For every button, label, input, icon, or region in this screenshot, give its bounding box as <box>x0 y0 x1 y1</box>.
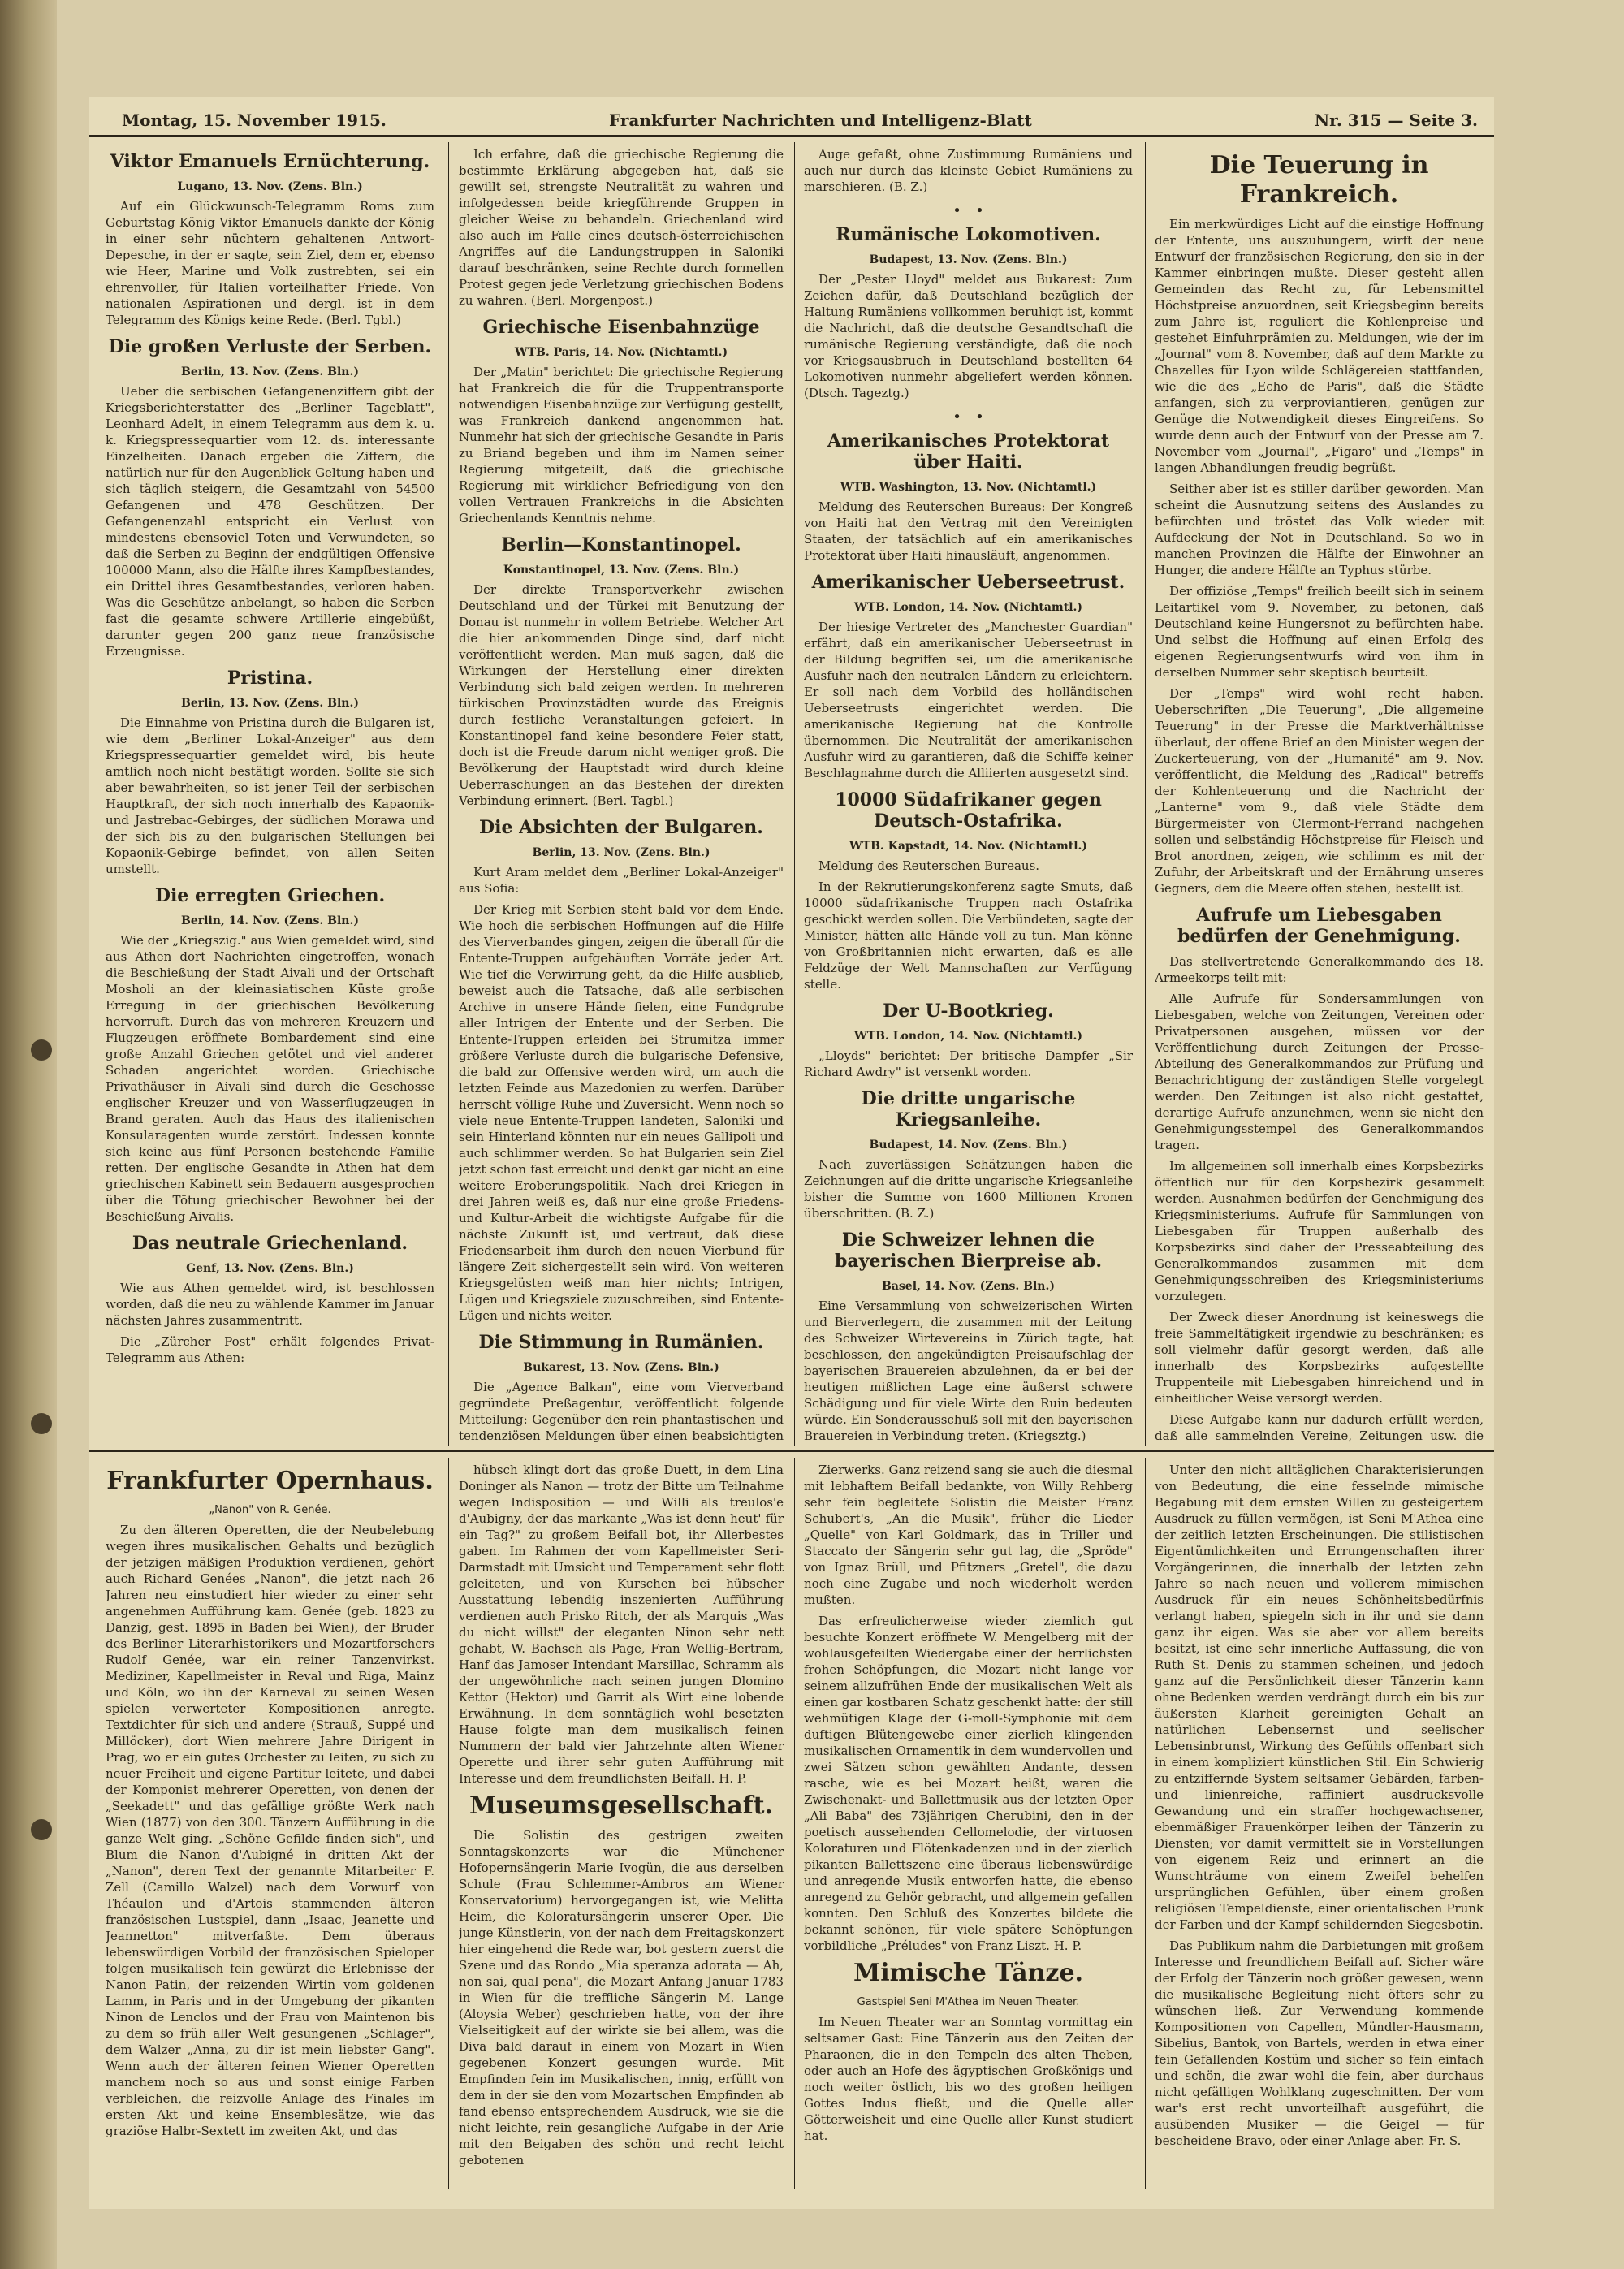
article <box>459 146 784 309</box>
article <box>1155 151 1484 897</box>
article-headline: Aufrufe um Liebesgaben bedürfen der Genehmigung. <box>1177 905 1461 947</box>
page-number: Nr. 315 — Seite 3. <box>1314 110 1478 130</box>
binding-hole <box>31 1819 52 1840</box>
column-1 <box>106 146 434 1446</box>
article-headline: Rumänische Lokomotiven. <box>836 224 1101 245</box>
newspaper-title: Frankfurter Nachrichten und Intelligenz-Blatt <box>609 110 1032 130</box>
article-dateline: WTB. Washington, 13. Nov. (Nichtamtl.) <box>840 481 1097 494</box>
article-paragraph: Unter den nicht alltäglichen Charakterisierungen von Bedeutung, die eine fesselnde mimische Begabung mit dem ernsten Willen zu gesteigertem Ausdruck zu füllen vermögen, ist Seni M'Athea eine der zeitlich letzten Erscheinungen. Die stilistischen Eigentümlichkeiten und Errungenschaften ihrer Vorgängerinnen, die innerhalb der letzten zehn Jahre so nach neuen und vollerem mimischen Ausdruck für ein neues Schönheitsbedürfnis verlangt haben, spiegeln sich in ihr und sie dann ganz ihr eigen. Was sie aber vor allem bereits besitzt, ist eine sehr innerliche Auffassung, die von Ruth St. Denis zu stammen scheinen, und jedoch ganz auf die Persönlichkeit dieser Tänzerin kann ohne Bedenken werden verdrängt durch ein bis zur äußersten Klarheit gereinigten Gehalt an natürlichen Lebensernst und seelischer Lebensinbrunst, Wirkung des Gefühls offenbart sich in einem kompliziert künstlichen Stil. Ein Schwierig zu entziffernde System seltsamer Gebärden, farben- und linienreiche, raffiniert ausdrucksvolle Gewandung und ein straffer hochgewachsener, ebenmäßiger Frauenkörper leihen der Tänzerin zu Diensten; vor damit vermittelt sie in Vorstellungen von eigenem Reiz und erinnert an die Wunschträume von einem Zweifel behelfen ursprünglichen Gefühlen, über einem großen religiösen Tempeldienste, einer orientalischen Prunk der Farben und der Kampf schildernden Siegesbotin. <box>1155 1463 1484 1932</box>
article <box>459 1332 784 1446</box>
article <box>804 789 1133 992</box>
article-paragraph: Die „Agence Balkan", eine vom Vierverband gegründete Preßagentur, veröffentlicht folgende Mitteilung: Gegenüber den rein phantastischen und tendenziösen Meldungen über einen beabsichtigten <box>459 1380 784 1443</box>
article <box>804 572 1133 781</box>
article-headline: Das neutrale Griechenland. <box>132 1233 408 1254</box>
article-headline: Die erregten Griechen. <box>154 885 386 906</box>
article-paragraph: In der Rekrutierungskonferenz sagte Smuts, daß 10000 südafrikanische Truppen nach Ostafrika geschickt werden sollen. Die Verbündeten, sagte der Minister, hätten alle Hände voll zu tun. Man könne von Großbritannien nicht erwarten, daß es alle Feldzüge der Welt Mannschaften zur Verfügung stelle. <box>804 880 1133 992</box>
article-paragraph: Die Einnahme von Pristina durch die Bulgaren ist, wie dem „Berliner Lokal-Anzeiger" aus dem Kriegspressequartier gemeldet wird, bis heute amtlich noch nicht bestätigt worden. Sollte sie sich aber bewahrheiten, so ist jener Teil der serbischen Hauptkraft, der sich noch innerhalb des Kapaonik- und Jastrebac-Gebirges, der südlichen Morawa und der sich bis zu den bulgarischen Stellungen bei Kopaonik-Gebirge befindet, von allen Seiten umstellt. <box>106 715 434 876</box>
article-paragraph: Die „Zürcher Post" erhält folgendes Privat-Telegramm aus Athen: <box>106 1334 434 1365</box>
column-rule <box>794 142 795 1446</box>
column-rule <box>448 1458 449 2189</box>
article-paragraph: Wie der „Kriegszig." aus Wien gemeldet wird, sind aus Athen dort Nachrichten eingetroffen, wonach die Beschießung der Stadt Aivali und der Ortschaft Mosholi an der kleinasiatischen Küste große Erregung in der griechischen Bevölkerung hervorruft. Durch das von mehreren Kreuzern und Flugzeugen eröffnete Bombardement sind eine große Anzahl Griechen getötet und viel anderer Schaden angerichtet worden. Griechische Privathäuser in Aivali sind durch die Geschosse englischer Kreuzer und von Wasserflugzeugen in Brand geraten. Auch das Haus des italienischen Konsularagenten wurde zerstört. Indessen konnte sich keine aus fünf Personen bestehende Familie retten. Der englische Gesandte in Athen hat dem griechischen Kabinett sein Bedauern ausgesprochen über die Tötung griechischer Bewohner bei der Beschießung Aivalis. <box>106 933 434 1224</box>
article <box>106 336 434 659</box>
article-paragraph: Auge gefaßt, ohne Zustimmung Rumäniens und auch nur durch das kleinste Gebiet Rumäniens zu marschieren. (B. Z.) <box>804 147 1133 194</box>
article-dateline: Basel, 14. Nov. (Zens. Bln.) <box>882 1280 1055 1293</box>
article-headline: Pristina. <box>227 668 313 689</box>
article-headline: Amerikanischer Ueberseetrust. <box>811 572 1125 593</box>
article <box>459 534 784 809</box>
article-headline: Die Schweizer lehnen die bayerischen Bierpreise ab. <box>834 1230 1102 1272</box>
article-headline: Berlin—Konstantinopel. <box>501 534 741 555</box>
article-headline: Museumsgesellschaft. <box>469 1791 773 1820</box>
article-paragraph: Der Zweck dieser Anordnung ist keineswegs die freie Sammeltätigkeit irgendwie zu beschränken; es soll vielmehr dafür gesorgt werden, daß alle innerhalb des Korpsbezirks aufgestellte Truppenteile mit Liebesgaben hinreichend und in einheitlicher Weise versorgt werden. <box>1155 1310 1484 1406</box>
article-paragraph: Wie aus Athen gemeldet wird, ist beschlossen worden, daß die neu zu wählende Kammer im Januar nächsten Jahres zusammentritt. <box>106 1281 434 1328</box>
article-paragraph: Alle Aufrufe für Sondersammlungen von Liebesgaben, welche von Zeitungen, Vereinen oder Privatpersonen ausgehen, müssen vor der Veröffentlichung durch Zeitungen der Presse-Abteilung des Generalkommandos zur Prüfung und Benachrichtigung der zuständigen Stelle vorgelegt werden. Den Zeitungen ist also nicht gestattet, derartige Aufrufe anzunehmen, wenn sie nicht den Genehmigungsstempel des Generalkommandos tragen. <box>1155 992 1484 1152</box>
article-dateline: Lugano, 13. Nov. (Zens. Bln.) <box>177 180 363 193</box>
article-headline: Die Absichten der Bulgaren. <box>479 817 763 838</box>
article-headline: Frankfurter Opernhaus. <box>106 1467 434 1495</box>
article <box>804 1230 1133 1444</box>
article-paragraph: Ich erfahre, daß die griechische Regierung die bestimmte Erklärung abgegeben hat, daß sie gewillt sei, strengste Neutralität zu wahren und infolgedessen beide kriegführende Gruppen in gleicher Weise zu behandeln. Griechenland wird also auch im Falle eines deutsch-österreichischen Angriffes auf die Landungstruppen in Saloniki darauf beschränken, seine Rechte durch formellen Protest gegen jede Verletzung griechischen Bodens zu wahren. (Berl. Morgenpost.) <box>459 147 784 308</box>
article-paragraph: Im allgemeinen soll innerhalb eines Korpsbezirks öffentlich nur für den Korpsbezirk gesammelt werden. Ausnahmen bedürfen der Genehmigung des Kriegsministeriums. Aufrufe für Sammlungen von Liebesgaben für Truppen außerhalb des Korpsbezirks sind daher der Presseabteilung des Generalkommandos zusammen mit dem Genehmigungsschreiben des Kriegsministeriums vorzulegen. <box>1155 1159 1484 1303</box>
article-paragraph: Diese Aufgabe kann nur dadurch erfüllt werden, daß alle sammelnden Vereine, Zeitungen usw. die <box>1155 1412 1484 1443</box>
article <box>804 1001 1133 1080</box>
article-paragraph: Nach zuverlässigen Schätzungen haben die Zeichnungen auf die dritte ungarische Kriegsanleihe bisher die Summe von 1600 Millionen Kronen überschritten. (B. Z.) <box>804 1157 1133 1221</box>
article-paragraph: Zu den älteren Operetten, die der Neubelebung wegen ihres musikalischen Gehalts und bezüglich der jetzigen mäßigen Produktion verdienen, gehört auch Richard Genées „Nanon", die jetzt nach 26 Jahren neu einstudiert hier wieder zu einer sehr angenehmen Aufführung kam. Genée (geb. 1823 zu Danzig, gest. 1895 in Baden bei Wien), der Bruder des Berliner Literarhistorikers und Mozartforschers Rudolf Genée, war ein reiner Tanzenvirkst. Mediziner, Kapellmeister in Reval und Riga, Mainz und Köln, wo ihn der Karneval zu seinen Wesen spielen verwerteter Kompositionen anregte. Textdichter für sich und andere (Strauß, Suppé und Millöcker), dort Wien mehrere Jahre Dirigent in Prag, wo er ein gutes Orchester zu leiten, zu sich zu neuer Freiheit und eigene Partitur leitete, und dabei der Komponist mehrerer Operetten, von denen der „Seekadett" und das gefällige größte Werk nach Wien (1877) von den 300. Tänzern Aufführung in die ganze Welt ging. „Schöne Gefilde finden sich", und Blum die Nanon d'Aubigné in dritten Akt der „Nanon", deren Text der genannte Mitarbeiter F. Zell (Camillo Walzel) nach dem Vorwurf von Théaulon und d'Artois stammenden älteren französischen Lustspiel, dann „Isaac, Jeanette und Jeannetton" mitverfaßte. Dem überaus lebenswürdigen Vorbild der französischen Spieloper folgen musikalisch fein gewürzt die Erlebnisse der Nanon Patin, der reizenden Wirtin vom goldenen Lamm, in Paris und in der Umgebung der pikanten Ninon de Lenclos und der Frau von Maintenon bis zu dem so früh aller Welt gesungenen „Schlager", dem Walzer „Anna, zu dir ist mein liebster Gang". Wenn auch der älteren feinen Wiener Operetten manchem noch so aus und sonst einige Farben verbleichen, die reizvolle Anlage des Finales im ersten Akt und keine Ensemblesätze, wie das graziöse Halbr-Sextett im zweiten Akt, und das <box>106 1523 434 2138</box>
column-2 <box>459 146 784 1446</box>
issue-date: Montag, 15. November 1915. <box>122 110 387 130</box>
article-dateline: Berlin, 13. Nov. (Zens. Bln.) <box>532 846 710 859</box>
article <box>106 151 434 328</box>
article-paragraph: „Lloyds" berichtet: Der britische Dampfer „Sir Richard Awdry" ist versenkt worden. <box>804 1048 1133 1079</box>
article-subhead: „Nanon" von R. Genée. <box>209 1504 331 1516</box>
article-paragraph: Meldung des Reuterschen Bureaus. <box>818 858 1040 873</box>
column-rule <box>448 142 449 1446</box>
article-headline: 10000 Südafrikaner gegen Deutsch-Ostafrika. <box>835 789 1102 832</box>
separator-dots: • • <box>952 408 984 426</box>
article-headline: Die dritte ungarische Kriegsanleihe. <box>861 1088 1076 1130</box>
article <box>804 1088 1133 1221</box>
article-dateline: WTB. London, 14. Nov. (Nichtamtl.) <box>853 601 1083 614</box>
article-headline: Amerikanisches Protektorat über Haiti. <box>827 430 1109 473</box>
article-headline: Viktor Emanuels Ernüchterung. <box>110 151 430 172</box>
article-dateline: Berlin, 14. Nov. (Zens. Bln.) <box>181 914 359 927</box>
article-paragraph: Der „Matin" berichtet: Die griechische Regierung hat Frankreich die für die Truppentransporte notwendigen Eisenbahnzüge zur Verfügung gestellt, was Frankreich dankend angenommen hat. Nunmehr hat sich der griechische Gesandte in Paris zu Briand begeben und ihm im Namen seiner Regierung mitgeteilt, daß die griechische Regierung mit wirklicher Befriedigung von den vollen Vertrauen Frankreichs in die Absichten Griechenlands Kenntnis nehme. <box>459 365 784 525</box>
feuilleton-rule <box>89 1450 1494 1452</box>
article-headline: Griechische Eisenbahnzüge <box>482 317 760 338</box>
article <box>459 817 784 1324</box>
column-4 <box>1155 146 1484 1446</box>
feuilleton-column-2 <box>459 1462 784 2185</box>
article <box>459 317 784 526</box>
article-paragraph: Das erfreulicherweise wieder ziemlich gut besuchte Konzert eröffnete W. Mengelberg mit der wohlausgefeilten Wiedergabe einer der herrlichsten frohen Schöpfungen, die Mozart nicht lange vor seinem allzufrühen Ende der musikalischen Welt als einen gar kostbaren Schatz geschenkt hatte: der still wehmütigen Klage der G-moll-Symphonie mit dem duftigen Blütengewebe einer zierlich klingenden musikalischen Ornamentik in dem wundervollen und zwei Sätzen schon gewählten Andante, dessen rasche, wie es bei Mozart heißt, waren die Zwischenakt- und Ballettmusik aus der letzten Oper „Ali Baba" des 73jährigen Cherubini, den in der poetisch aussehenden Cellomelodie, der virtuosen Koloraturen und Flötenkadenzen und in der zierlich pikanten Ballettszene eine überaus liebenswürdige und anregende Musik entworfen hatte, die ebenso anregend zu Gehör gebracht, und allgemein gefallen konnten. Den Schluß des Konzertes bildete die bekannt schönen, für viele spätere Schöpfungen vorbildliche „Préludes" von Franz Liszt. H. P. <box>804 1614 1133 1953</box>
article-headline: Die großen Verluste der Serben. <box>108 336 432 357</box>
feuilleton-column-1 <box>106 1462 434 2185</box>
article-headline: Mimische Tänze. <box>853 1959 1083 1987</box>
article-paragraph: Der Krieg mit Serbien steht bald vor dem Ende. Wie hoch die serbischen Hoffnungen auf die Hilfe des Vierverbandes gingen, zeigen die überall für die Entente-Truppen aufgehäuften Vorräte jeder Art. Wie tief die Verwirrung geht, da die Hilfe ausblieb, beweist auch die Tatsache, daß alle serbischen Archive in unsere Hände fielen, eine Fundgrube aller Intrigen der Entente und der Serben. Die Entente-Truppen erleiden bei Strumitza immer größere Verluste durch die bulgarische Defensive, die bald zur Offensive werden wird, um auch die letzten Feinde aus Mazedonien zu werfen. Darüber herrscht völlige Ruhe und Zuversicht. Wenn noch so viele neue Entente-Truppen landeten, Saloniki und sein Hinterland könnten nur ein neues Gallipoli und auch schlimmer werden. So hat Bulgarien sein Ziel jetzt schon fast erreicht und denkt gar nicht an eine weitere Eroberungspolitik. Nach drei Kriegen in drei Jahren weiß es, daß nur eine große Friedens- und Kultur-Arbeit die wichtigste Aufgabe für die nächste Zukunft ist, und vertraut, daß diese Friedensarbeit ihm durch den neuen Vierbund für längere Zeit sichergestellt sein wird. Von weiteren Kriegsgelüsten weiß man hier nichts; Intrigen, Lügen und Kriegsziele zuzuschreiben, sind Entente-Lügen und nichts weiter. <box>459 902 784 1323</box>
binding-hole <box>31 1413 52 1434</box>
article-dateline: Berlin, 13. Nov. (Zens. Bln.) <box>181 697 359 710</box>
article-dateline: Genf, 13. Nov. (Zens. Bln.) <box>186 1262 354 1275</box>
article-subhead: Gastspiel Seni M'Athea im Neuen Theater. <box>857 1996 1080 2008</box>
feuilleton-column-3 <box>804 1462 1133 2185</box>
article-paragraph: Der „Pester Lloyd" meldet aus Bukarest: Zum Zeichen dafür, daß Deutschland bezüglich der Haltung Rumäniens vollkommen beruhigt ist, kommt die Nachricht, daß die deutsche Gesandtschaft die rumänische Regierung verständigte, daß die noch vor Kriegsausbruch in Deutschland bestellten 64 Lokomotiven nunmehr abgeliefert werden können. (Dtsch. Tageztg.) <box>804 272 1133 400</box>
article-dateline: WTB. Kapstadt, 14. Nov. (Nichtamtl.) <box>849 840 1088 853</box>
column-rule <box>1145 1458 1146 2189</box>
column-rule <box>794 1458 795 2189</box>
article-headline: Der U-Bootkrieg. <box>883 1001 1054 1022</box>
binding-hole <box>31 1039 52 1061</box>
article-dateline: WTB. Paris, 14. Nov. (Nichtamtl.) <box>514 346 728 359</box>
article-dateline: Budapest, 13. Nov. (Zens. Bln.) <box>869 253 1068 266</box>
column-rule <box>1145 142 1146 1446</box>
article-paragraph: Seither aber ist es stiller darüber geworden. Man scheint die Ausnutzung seitens des Auslandes zu befürchten und tröstet das Volk wieder mit Aufdeckung der Not in Deutschland. So wo in manchen Provinzen die Hälfte der Einwohner an Hunger, die andere Hälfte an Typhus stürbe. <box>1155 482 1484 577</box>
article-paragraph: Meldung des Reuterschen Bureaus: Der Kongreß von Haiti hat den Vertrag mit den Vereinigten Staaten, der tatsächlich auf ein amerikanisches Protektorat über Haiti hinausläuft, angenommen. <box>804 499 1133 563</box>
article-paragraph: Ueber die serbischen Gefangenenziffern gibt der Kriegsberichterstatter des „Berliner Tageblatt", Leonhard Adelt, in einem Telegramm aus dem k. u. k. Kriegspressequartier vom 12. ds. interessante Einzelheiten. Danach ergeben die Ziffern, die natürlich nur für den Augenblick Geltung haben und sich täglich steigern, die Gesamtzahl von 54500 Gefangenen und 478 Geschützen. Der Gefangenenzahl entspricht ein Verlust von mindestens ebensoviel Toten und Verwundeten, so daß die Serben zu Beginn der endgültigen Offensive 100000 Mann, also die Hälfte ihres Kampfbestandes, ein Drittel ihres Gesamtbestandes, verloren haben. Was die Geschütze anbelangt, so haben die Serben fast die gesamte schwere Artillerie eingebüßt, darunter gegen 200 ganz neue französische Erzeugnisse. <box>106 384 434 659</box>
article-dateline: Budapest, 14. Nov. (Zens. Bln.) <box>869 1139 1068 1152</box>
article-paragraph: Der hiesige Vertreter des „Manchester Guardian" erfährt, daß ein amerikanischer Ueberseetrust in der Bildung begriffen sei, um die amerikanische Ausfuhr nach den neutralen Ländern zu erleichtern. Er soll nach dem Vorbild des holländischen Ueberseetrusts eingerichtet werden. Die amerikanische Regierung hat die Kontrolle übernommen. Die Neutralität der amerikanischen Ausfuhr wird zu garantieren, daß die Schiffe keiner Beschlagnahme durch die Alliierten ausgesetzt sind. <box>804 620 1133 780</box>
separator-dots: • • <box>952 202 984 219</box>
article-paragraph: Der „Temps" wird wohl recht haben. Ueberschriften „Die Teuerung", „Die allgemeine Teuerung" in der Presse die Marktverhältnisse überlaut, der offene Brief an den Minister wegen der Zuckerteuerung, von der „Humanité" am 9. Nov. veröffentlicht, die Meldung des „Radical" betreffs der Kohlenteuerung und die Nachricht der „Lanterne" vom 9., daß viele Städte dem Bürgermeister von Clermont-Ferrand nachgehen sollen und selbständig Höchstpreise für Fleisch und Brot anordnen, zeigen, wie schlimm es mit der Zufuhr, der Arbeitskraft und der Ernährung unseres Gegners, dem die Meere offen stehen, bestellt ist. <box>1155 686 1484 896</box>
article <box>804 224 1133 401</box>
article-dateline: Konstantinopel, 13. Nov. (Zens. Bln.) <box>503 564 740 577</box>
article-dateline: Bukarest, 13. Nov. (Zens. Bln.) <box>523 1361 719 1374</box>
article-dateline: WTB. London, 14. Nov. (Nichtamtl.) <box>853 1030 1083 1043</box>
article-paragraph: Das stellvertretende Generalkommando des 18. Armeekorps teilt mit: <box>1155 954 1484 985</box>
article <box>106 668 434 877</box>
article-paragraph: Auf ein Glückwunsch-Telegramm Roms zum Geburtstag König Viktor Emanuels dankte der König in einer sehr nüchtern gehaltenen Antwort-Depesche, in der er sagte, sein Ziel, dem er, ebenso wie Heer, Marine und Volk zustrebten, sei ein ehrenvoller, für Italien vorteilhafter Friede. Von nationalen Aspirationen und dergl. ist in dem Telegramm des Königs keine Rede. (Berl. Tgbl.) <box>106 199 434 327</box>
article-paragraph: Der direkte Transportverkehr zwischen Deutschland und der Türkei mit Benutzung der Donau ist nunmehr in vollem Betriebe. Welcher Art die hier ankommenden Dinge sind, darf nicht veröffentlicht werden. Man muß sagen, daß die Wirkungen der Herstellung einer direkten Verbindung sich bald zeigen werden. In mehreren türkischen Provinzstädten wurde das Ereignis durch festliche Veranstaltungen gefeiert. In Konstantinopel fand keine besondere Feier statt, doch ist die Freude darum nicht weniger groß. Die Bevölkerung der Hauptstadt wird durch kleine Ueberraschungen an das Bestehen der direkten Verbindung erinnert. (Berl. Tagbl.) <box>459 582 784 808</box>
article-paragraph: Zierwerks. Ganz reizend sang sie auch die diesmal mit lebhaftem Beifall bedankte, von Willy Rehberg sehr fein begleitete Solistin die Meister Franz Schubert's, „An die Musik", früher die Lieder „Quelle" von Karl Goldmark, das in Triller und Staccato der Sängerin sehr gut lag, die „Spröde" von Ignaz Brüll, und Pfitzners „Gretel", die dazu noch eine Zugabe und noch wiederholt werden mußten. <box>804 1463 1133 1607</box>
article-headline: Die Teuerung in Frankreich. <box>1209 151 1429 209</box>
article-paragraph: Im Neuen Theater war an Sonntag vormittag ein seltsamer Gast: Eine Tänzerin aus den Zeiten der Pharaonen, die in den Tempeln des alten Theben, oder auch an Hofe des ägyptischen Großkönigs und noch weiter östlich, bis wo des großen heiligen Gottes Indus fließt, und die Quelle aller Götterweisheit und eine Quelle aller Kunst studiert hat. <box>804 2015 1133 2143</box>
article-headline: Die Stimmung in Rumänien. <box>478 1332 764 1353</box>
article-dateline: Berlin, 13. Nov. (Zens. Bln.) <box>181 365 359 378</box>
article <box>1155 905 1484 1446</box>
article <box>804 430 1133 564</box>
column-3 <box>804 146 1133 1446</box>
article <box>106 1233 434 1366</box>
article <box>106 885 434 1225</box>
feuilleton-column-4 <box>1155 1462 1484 2185</box>
article-paragraph: Das Publikum nahm die Darbietungen mit großem Interesse und freundlichem Beifall auf. Sicher wäre der Erfolg der Tänzerin noch größer gewesen, wenn die musikalische Begleitung nicht öfters sehr zu wünschen ließ. Zur Verwendung kommende Kompositionen von Capellen, Mündler-Hausmann, Sibelius, Bantok, von Bartels, werden in etwa einer fein Gefallenden Kostüm und sicher so fein einfach und schön, die zwar wohl die fein, aber durchaus nicht gefälligen Wohlklang zugeschnitten. Der vom war's erst recht unvorteilhaft ausgeführt, die ausübenden Musiker — die Geigel — für bescheidene Bravo, oder einer Anlage aber. Fr. S. <box>1155 1938 1484 2148</box>
book-binding <box>0 0 57 2269</box>
article-paragraph: Kurt Aram meldet dem „Berliner Lokal-Anzeiger" aus Sofia: <box>459 865 784 896</box>
article-paragraph: hübsch klingt dort das große Duett, in dem Lina Doninger als Nanon — trotz der Bitte um Teilnahme wegen Indisposition — und Willi als treulos'e d'Aubigny, der das markante „Was ist denn heut' für ein Tag?" zu großem Beifall bot, ihr Allerbestes gaben. Im Rahmen der vom Kapellmeister Seri-Darmstadt mit Umsicht und Temperament sehr flott geleiteten, und von Kurschen bei hübscher Ausstattung lebendig inszenierten Aufführung verdienen auch Prisko Ritch, der als Marquis „Was du nicht willst" der eleganten Ninon sehr nett gehabt, W. Bachsch als Page, Fran Wellig-Bertram, Hanf das Jamoser Intendant Marsillac, Schramm als der ungewöhnliche nach seinen jungen Dlomino Kettor (Hektor) und Garrit als Wirt eine lobende Erwähnung. In dem sonntäglich wohl besetzten Hause folgte man dem musikalisch feinen Nummern der bald vier Jahrzehnte alten Wiener Operette und ihrer sehr guten Aufführung mit Interesse und dem freundlichsten Beifall. H. P. <box>459 1463 784 1786</box>
article-paragraph: Die Solistin des gestrigen zweiten Sonntagskonzerts war die Münchener Hofopernsängerin Marie Ivogün, die aus derselben Schule (Frau Schlemmer-Ambros am Wiener Konservatorium) hervorgegangen ist, wie Melitta Heim, die Koloratursängerin unserer Oper. Die junge Künstlerin, von der nach dem Freitagskonzert hier eingehend die Rede war, bot gestern zuerst die Szene und das Rondo „Mia speranza adorata — Ah, non sai, qual pena", die Mozart Anfang Januar 1783 in Wien für die treffliche Sängerin M. Lange (Aloysia Weber) geschrieben hatte, von der ihre Vielseitigkeit auf der wirkte sie bei allem, was die Diva bald darauf in einem von Mozart in Wien gegebenen Konzert gesungen wurde. Mit Empfinden fein im Musikalischen, innig, erfüllt von dem in der sie den vom Mozartschen Empfinden ab fand ebenso entsprechendem Ausdruck, wie sie die nicht leichte, rein gesangliche Aufgabe in der Arie mit den Beigaben des schön und recht leicht gebotenen <box>459 1828 784 2167</box>
article <box>804 146 1133 195</box>
masthead <box>89 110 1494 137</box>
article-paragraph: Der offiziöse „Temps" freilich beeilt sich in seinem Leitartikel vom 9. November, zu betonen, daß Deutschland keine Hungersnot zu befürchten habe. Und selbst die Hoffnung auf einen Erfolg des eigenen Regierungsentwurfs wird von ihm in derselben Nummer sehr skeptisch beurteilt. <box>1155 584 1484 680</box>
article-paragraph: Ein merkwürdiges Licht auf die einstige Hoffnung der Entente, uns auszuhungern, wirft der neue Entwurf der französischen Regierung, den sie in der Kammer einbringen mußte. Dieser gesteht allen Gemeinden das Recht zu, für Lebensmittel Höchstpreise anzuordnen, seit Kriegsbeginn bereits zum Jahre ist, reguliert die Kohlenpreise und gestehet Einfuhrprämien zu. Meldungen, wie der im „Journal" vom 8. November, daß auf dem Markte zu Chazelles für Lyon wilde Schlägereien stattfanden, wie die des „Echo de Paris", daß die Städte anfangen, sich zu verproviantieren, genügen zur Genüge die Notwendigkeit dieses Eingreifens. So wurde denn auch der Entwurf von der Presse am 7. November vom „Journal", „Figaro" und „Temps" in langen Abhandlungen freudig begrüßt. <box>1155 217 1484 475</box>
article-paragraph: Eine Versammlung von schweizerischen Wirten und Bierverlegern, die zusammen mit der Leitung des Schweizer Wirtevereins in Zürich tagte, hat beschlossen, den angekündigten Preisaufschlag der bayerischen Brauereien abzulehnen, da er bei der heutigen mißlichen Lage eine äußerst schwere Schädigung und für viele Wirte den Ruin bedeuten würde. Ein Sonderausschuß soll mit den bayerischen Brauereien in Verbindung treten. (Kriegsztg.) <box>804 1299 1133 1443</box>
